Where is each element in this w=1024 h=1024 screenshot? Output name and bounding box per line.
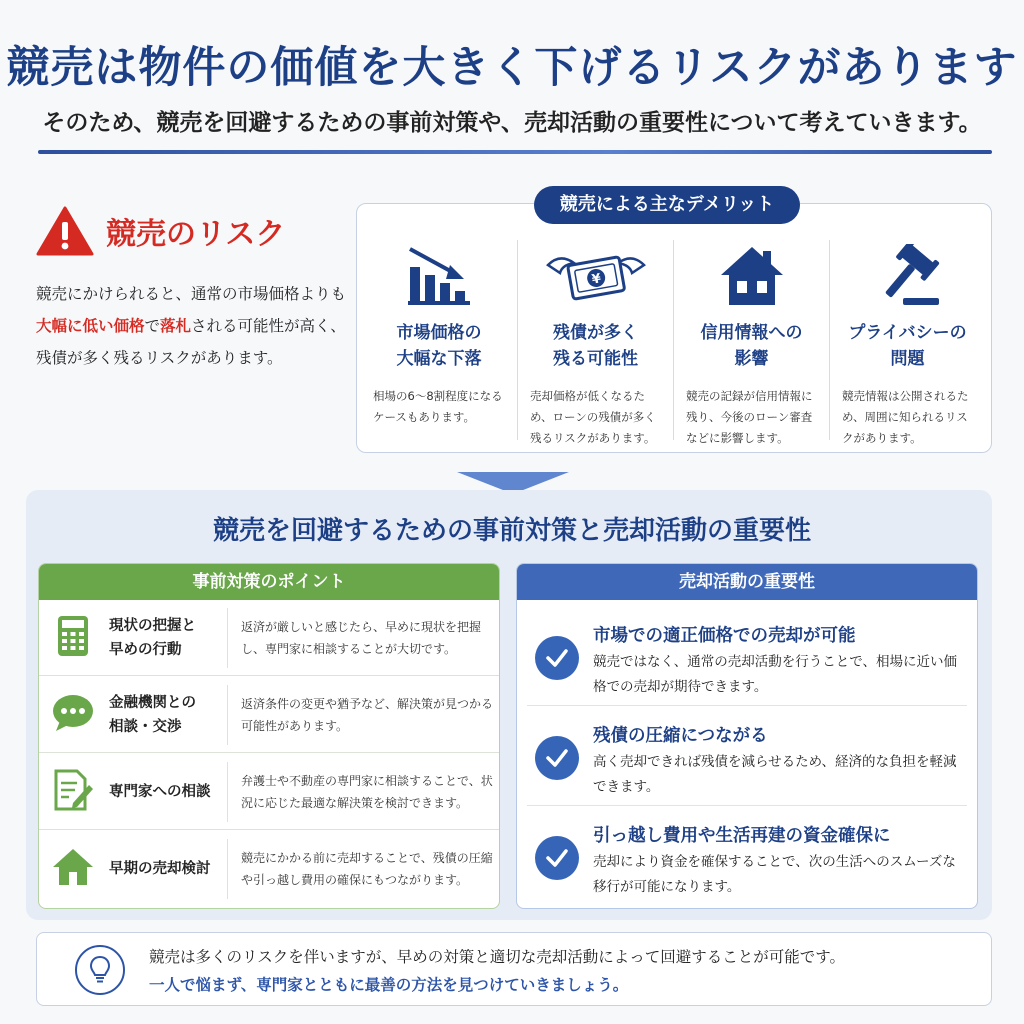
prevention-label: [109, 600, 227, 676]
title-divider: [38, 150, 992, 154]
prevention-label-line: 早めの行動: [109, 642, 182, 658]
declining-chart-icon: [404, 243, 474, 309]
divider: [227, 762, 228, 822]
prevention-label-line: 専門家への相談: [109, 784, 211, 800]
demerit-title-2a: 残債が多く: [553, 323, 638, 343]
sales-row: [527, 608, 967, 706]
demerit-item-price-drop: [361, 240, 517, 440]
summary-line-2: 一人で悩まず、専門家とともに最善の方法を見つけていきましょう。: [149, 976, 629, 994]
demerit-desc-3: 競売の記録が信用情報に残り、今後のローン審査などに影響します。: [686, 389, 813, 445]
gavel-icon: [873, 244, 943, 308]
prevention-row: [39, 677, 499, 753]
avoidance-title: 競売を回避するための事前対策と売却活動の重要性: [212, 516, 811, 546]
risk-line-1: 競売にかけられると、通常の市場価格よりも: [36, 285, 347, 303]
svg-text:¥: ¥: [590, 271, 602, 288]
prevention-label: [109, 831, 227, 907]
demerit-title-3b: 影響: [734, 349, 769, 369]
demerit-item-remaining-debt: [517, 240, 673, 445]
prevention-row: [39, 831, 499, 907]
demerit-item-privacy: [829, 240, 985, 445]
demerit-title-3a: 信用情報への: [700, 323, 803, 343]
risk-emphasis-winning-bid: 落札: [160, 317, 192, 335]
demerit-title-1b: 大幅な下落: [396, 349, 482, 369]
sales-row-title: 残債の圧縮につながる: [593, 726, 768, 746]
sales-importance-card: [516, 563, 978, 909]
sales-row-desc: 売却により資金を確保することで、次の生活へのスムーズな移行が可能になります。: [593, 854, 956, 895]
summary-note: [36, 932, 992, 1006]
sales-row-desc: 高く売却できれば残債を減らせるため、経済的な負担を軽減できます。: [593, 754, 957, 795]
risk-line-3: 残債が多く残るリスクがあります。: [36, 349, 283, 367]
divider: [227, 839, 228, 899]
risk-line-2: [36, 310, 356, 342]
demerit-item-credit: [673, 240, 829, 445]
demerits-badge: 競売による主なデメリット: [534, 186, 800, 224]
divider: [227, 685, 228, 745]
document-pen-icon: [53, 769, 93, 811]
risk-heading-group: [36, 205, 285, 257]
risk-line-2-mid: で: [144, 317, 161, 335]
sales-row-desc: 競売ではなく、通常の売却活動を行うことで、相場に近い価格での売却が期待できます。: [593, 654, 957, 695]
sales-row: [527, 708, 967, 806]
prevention-label-line: 早期の売却検討: [109, 861, 211, 877]
demerit-desc-1: 相場の6～8割程度になるケースもあります。: [373, 389, 503, 424]
prevention-label: [109, 677, 227, 753]
prevention-row: [39, 754, 499, 830]
prevention-label: [109, 754, 227, 830]
sales-row-title: 引っ越し費用や生活再建の資金確保に: [593, 826, 891, 846]
demerit-title-4a: プライバシーの: [848, 323, 967, 343]
divider: [227, 608, 228, 668]
sales-row-title: 市場での適正価格での売却が可能: [593, 626, 856, 646]
lightbulb-icon: [75, 945, 125, 995]
prevention-text: 競売にかかる前に売却することで、残債の圧縮や引っ越し費用の確保にもつながります。: [241, 851, 493, 887]
prevention-label-line: 現状の把握と: [109, 618, 196, 634]
prevention-text: 弁護士や不動産の専門家に相談することで、状況に応じた最適な解決策を検討できます。: [241, 774, 493, 810]
house-icon: [52, 848, 94, 886]
risk-line-2-end: される可能性が高く、: [191, 317, 346, 335]
prevention-row: [39, 600, 499, 676]
winged-money-icon: [546, 243, 646, 309]
check-circle-icon: [535, 836, 579, 880]
prevention-text: 返済が厳しいと感じたら、早めに現状を把握し、専門家に相談することが大切です。: [241, 620, 482, 656]
demerits-panel: [356, 203, 992, 453]
risk-description: [36, 278, 356, 374]
demerit-desc-4: 競売情報は公開されるため、周囲に知られるリスクがあります。: [842, 389, 969, 445]
chat-bubble-icon: [52, 693, 94, 733]
house-icon: [719, 245, 785, 307]
prevention-text: 返済条件の変更や猶予など、解決策が見つかる可能性があります。: [241, 697, 494, 733]
prevention-label-line: 金融機関との: [109, 695, 196, 711]
check-circle-icon: [535, 736, 579, 780]
prevention-card: [38, 563, 500, 909]
warning-icon: [36, 205, 94, 257]
sales-card-header: 売却活動の重要性: [517, 564, 977, 600]
summary-line-1: 競売は多くのリスクを伴いますが、早めの対策と適切な売却活動によって回避することが可能です。: [149, 948, 845, 966]
check-circle-icon: [535, 636, 579, 680]
page-subtitle: そのため、競売を回避するための事前対策や、売却活動の重要性について考えていきます。: [42, 110, 982, 136]
demerit-title-1a: 市場価格の: [396, 323, 482, 343]
risk-emphasis-low-price: 大幅に低い価格: [36, 317, 145, 335]
demerit-desc-2: 売却価格が低くなるため、ローンの残債が多く残るリスクがあります。: [530, 389, 656, 445]
demerit-title-2b: 残る可能性: [553, 349, 638, 369]
page-title: 競売は物件の価値を大きく下げるリスクがあります: [6, 43, 1018, 93]
demerit-title-4b: 問題: [890, 349, 925, 369]
calculator-icon: [57, 615, 89, 657]
risk-heading: 競売のリスク: [106, 217, 286, 252]
prevention-card-header: 事前対策のポイント: [39, 564, 499, 600]
prevention-label-line: 相談・交渉: [109, 719, 182, 735]
sales-row: [527, 808, 967, 906]
